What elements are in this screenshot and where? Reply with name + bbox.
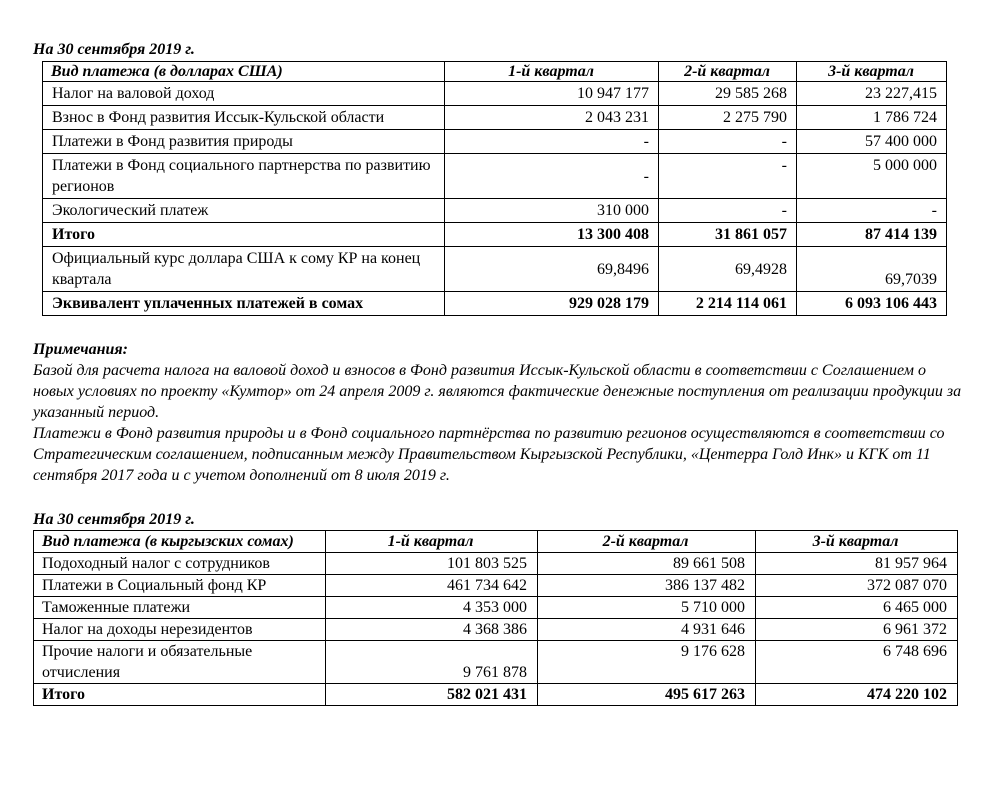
row-value-q3: 6 748 696 — [756, 641, 958, 684]
row-value-q1: 101 803 525 — [326, 553, 538, 575]
row-payment-type: Экологический платеж — [43, 199, 445, 223]
row-value-q3: 6 093 106 443 — [797, 292, 947, 316]
row-value-q1: 4 368 386 — [326, 619, 538, 641]
row-payment-type: Прочие налоги и обязательные отчисления — [34, 641, 326, 684]
table-row — [43, 154, 947, 199]
table-header-row — [34, 531, 958, 553]
row-value-q3: 69,7039 — [797, 247, 947, 292]
row-value-q2: 386 137 482 — [538, 575, 756, 597]
row-value-q2: 31 861 057 — [659, 223, 797, 247]
table-header-row — [43, 62, 947, 82]
row-payment-type: Взнос в Фонд развития Иссык-Кульской области — [43, 106, 445, 130]
note-paragraph-1: Базой для расчета налога на валовой доход и взносов в Фонд развития Иссык-Кульской области в соответствии с Соглашением о новых условиях по проекту «Кумтор» от 24 апреля 2009 г. являются фактические денежные поступления от реализации продукции за указанный период. — [33, 362, 962, 421]
table-row — [43, 82, 947, 106]
row-value-q2: 495 617 263 — [538, 684, 756, 706]
row-value-q3: 474 220 102 — [756, 684, 958, 706]
row-payment-type: Налог на валовой доход — [43, 82, 445, 106]
row-value-q2: 2 214 114 061 — [659, 292, 797, 316]
row-payment-type: Итого — [43, 223, 445, 247]
table-row — [43, 223, 947, 247]
payments-kgs-table — [33, 530, 958, 706]
row-value-q1: 13 300 408 — [445, 223, 659, 247]
row-value-q2: 4 931 646 — [538, 619, 756, 641]
row-value-q3: 1 786 724 — [797, 106, 947, 130]
header-q3: 3-й квартал — [797, 62, 947, 82]
table-row — [43, 106, 947, 130]
row-value-q2: 89 661 508 — [538, 553, 756, 575]
table-row — [34, 619, 958, 641]
notes-block — [33, 339, 963, 486]
row-value-q1: 10 947 177 — [445, 82, 659, 106]
notes-title: Примечания: — [33, 341, 128, 358]
row-payment-type: Итого — [34, 684, 326, 706]
payments-usd-table-body — [43, 62, 947, 316]
payments-kgs-table-body — [34, 531, 958, 706]
row-value-q2: 5 710 000 — [538, 597, 756, 619]
table-row — [34, 641, 958, 684]
payments-usd-table — [42, 61, 947, 316]
row-value-q2: - — [659, 154, 797, 199]
header-payment-type: Вид платежа (в долларах США) — [43, 62, 445, 82]
row-value-q1: 461 734 642 — [326, 575, 538, 597]
table-row — [43, 130, 947, 154]
row-payment-type: Платежи в Фонд социального партнерства по развитию регионов — [43, 154, 445, 199]
header-q1: 1-й квартал — [326, 531, 538, 553]
row-value-q3: 372 087 070 — [756, 575, 958, 597]
row-value-q1: 9 761 878 — [326, 641, 538, 684]
table-row — [34, 553, 958, 575]
table-row — [43, 247, 947, 292]
row-payment-type: Платежи в Фонд развития природы — [43, 130, 445, 154]
row-payment-type: Платежи в Социальный фонд КР — [34, 575, 326, 597]
table-row — [34, 597, 958, 619]
row-value-q3: 6 465 000 — [756, 597, 958, 619]
row-value-q3: 5 000 000 — [797, 154, 947, 199]
row-value-q1: 582 021 431 — [326, 684, 538, 706]
row-value-q1: 310 000 — [445, 199, 659, 223]
header-payment-type: Вид платежа (в кыргызских сомах) — [34, 531, 326, 553]
row-payment-type: Официальный курс доллара США к сому КР на конец квартала — [43, 247, 445, 292]
row-value-q2: 2 275 790 — [659, 106, 797, 130]
row-value-q3: 23 227,415 — [797, 82, 947, 106]
row-value-q3: 81 957 964 — [756, 553, 958, 575]
row-value-q1: 929 028 179 — [445, 292, 659, 316]
row-value-q1: - — [445, 154, 659, 199]
row-value-q2: 69,4928 — [659, 247, 797, 292]
row-value-q3: 6 961 372 — [756, 619, 958, 641]
table-row — [34, 684, 958, 706]
table-row — [43, 199, 947, 223]
row-value-q3: - — [797, 199, 947, 223]
row-value-q2: 9 176 628 — [538, 641, 756, 684]
date-heading-1: На 30 сентября 2019 г. — [33, 41, 195, 58]
date-heading-2: На 30 сентября 2019 г. — [33, 511, 195, 528]
row-value-q2: - — [659, 199, 797, 223]
header-q2: 2-й квартал — [659, 62, 797, 82]
header-q1: 1-й квартал — [445, 62, 659, 82]
row-value-q1: 69,8496 — [445, 247, 659, 292]
header-q2: 2-й квартал — [538, 531, 756, 553]
table-row — [34, 575, 958, 597]
table-row — [43, 292, 947, 316]
row-payment-type: Налог на доходы нерезидентов — [34, 619, 326, 641]
row-value-q1: - — [445, 130, 659, 154]
row-payment-type: Подоходный налог с сотрудников — [34, 553, 326, 575]
row-value-q3: 87 414 139 — [797, 223, 947, 247]
row-value-q2: - — [659, 130, 797, 154]
row-payment-type: Таможенные платежи — [34, 597, 326, 619]
row-value-q3: 57 400 000 — [797, 130, 947, 154]
row-value-q1: 2 043 231 — [445, 106, 659, 130]
note-paragraph-2: Платежи в Фонд развития природы и в Фонд социального партнёрства по развитию регионов осуществляются в соответствии со Стратегическим соглашением, подписанным между Правительством Кыргызской Республики, «Центерра Голд Инк» и КГК от 11 сентября 2017 года и с учетом дополнений от 8 июля 2019 г. — [33, 425, 945, 484]
row-value-q1: 4 353 000 — [326, 597, 538, 619]
row-payment-type: Эквивалент уплаченных платежей в сомах — [43, 292, 445, 316]
row-value-q2: 29 585 268 — [659, 82, 797, 106]
header-q3: 3-й квартал — [756, 531, 958, 553]
